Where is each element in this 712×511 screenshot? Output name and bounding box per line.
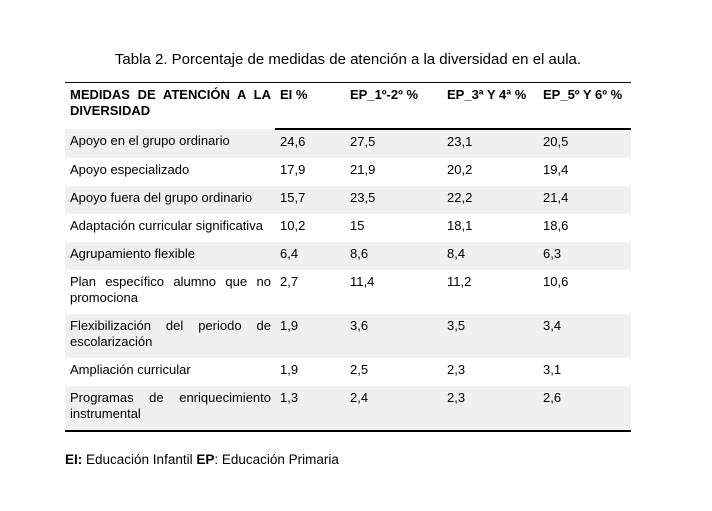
row-label: Ampliación curricular bbox=[70, 362, 191, 377]
cell-value: 11,4 bbox=[350, 274, 375, 289]
cell-value: 2,5 bbox=[350, 362, 369, 377]
cell-value: 1,9 bbox=[280, 318, 299, 333]
cell-value: 22,2 bbox=[447, 190, 473, 205]
row-label: Plan específico alumno que no promociona bbox=[70, 274, 271, 305]
cell-value: 3,6 bbox=[350, 318, 369, 333]
cell-value: 24,6 bbox=[280, 134, 306, 149]
cell-value: 6,3 bbox=[543, 246, 562, 261]
cell-value: 18,1 bbox=[447, 218, 473, 233]
cell-value: 21,4 bbox=[543, 190, 569, 205]
table-row bbox=[65, 214, 631, 242]
footnote-ep-text: : Educación Primaria bbox=[214, 452, 339, 467]
cell-value: 3,1 bbox=[543, 362, 562, 377]
column-header-ep12: EP_1º-2º % bbox=[345, 83, 442, 130]
cell-value: 15,7 bbox=[280, 190, 306, 205]
cell-value: 6,4 bbox=[280, 246, 299, 261]
cell-value: 2,4 bbox=[350, 390, 369, 405]
column-header-ei: EI % bbox=[275, 83, 345, 130]
column-header-medidas: MEDIDAS DE ATENCIÓN A LA DIVERSIDAD bbox=[70, 87, 271, 118]
header-row bbox=[65, 83, 631, 130]
cell-value: 17,9 bbox=[280, 162, 306, 177]
table-row bbox=[65, 242, 631, 270]
cell-value: 11,2 bbox=[447, 274, 472, 289]
cell-value: 2,3 bbox=[447, 362, 466, 377]
cell-value: 2,7 bbox=[280, 274, 299, 289]
cell-value: 2,3 bbox=[447, 390, 466, 405]
cell-value: 2,6 bbox=[543, 390, 562, 405]
table-row bbox=[65, 314, 631, 358]
cell-value: 3,4 bbox=[543, 318, 562, 333]
footnote-ep-abbr: EP bbox=[196, 452, 215, 467]
row-label: Apoyo fuera del grupo ordinario bbox=[70, 190, 253, 205]
table-row bbox=[65, 186, 631, 214]
row-label: Apoyo en el grupo ordinario bbox=[70, 133, 230, 148]
footnote-ei-abbr: EI: bbox=[65, 452, 83, 467]
cell-value: 15 bbox=[350, 218, 365, 233]
row-label: Flexibilización del periodo de escolarización bbox=[70, 318, 271, 349]
cell-value: 8,6 bbox=[350, 246, 369, 261]
cell-value: 1,3 bbox=[280, 390, 299, 405]
table-row bbox=[65, 158, 631, 186]
cell-value: 23,1 bbox=[447, 134, 473, 149]
table-row bbox=[65, 386, 631, 431]
table-row bbox=[65, 129, 631, 158]
table-footnote bbox=[65, 451, 339, 468]
cell-value: 10,6 bbox=[543, 274, 569, 289]
cell-value: 8,4 bbox=[447, 246, 466, 261]
row-label: Programas de enriquecimiento instrumental bbox=[70, 390, 271, 421]
table-container bbox=[65, 82, 631, 432]
column-header-ep34: EP_3ª Y 4ª % bbox=[442, 83, 538, 130]
cell-value: 10,2 bbox=[280, 218, 306, 233]
cell-value: 27,5 bbox=[350, 134, 376, 149]
row-label: Agrupamiento flexible bbox=[70, 246, 196, 261]
cell-value: 18,6 bbox=[543, 218, 569, 233]
cell-value: 23,5 bbox=[350, 190, 376, 205]
column-header-ep56: EP_5º Y 6º % bbox=[538, 83, 631, 130]
cell-value: 20,5 bbox=[543, 134, 569, 149]
cell-value: 21,9 bbox=[350, 162, 376, 177]
table-caption: Tabla 2. Porcentaje de medidas de atención a la diversidad en el aula. bbox=[114, 51, 582, 68]
cell-value: 20,2 bbox=[447, 162, 473, 177]
cell-value: 3,5 bbox=[447, 318, 466, 333]
diversity-measures-table bbox=[65, 82, 631, 432]
footnote-ei-text: Educación Infantil bbox=[82, 452, 197, 467]
cell-value: 1,9 bbox=[280, 362, 299, 377]
cell-value: 19,4 bbox=[543, 162, 569, 177]
table-row bbox=[65, 358, 631, 386]
row-label: Apoyo especializado bbox=[70, 162, 190, 177]
table-row bbox=[65, 270, 631, 314]
row-label: Adaptación curricular significativa bbox=[70, 218, 263, 233]
